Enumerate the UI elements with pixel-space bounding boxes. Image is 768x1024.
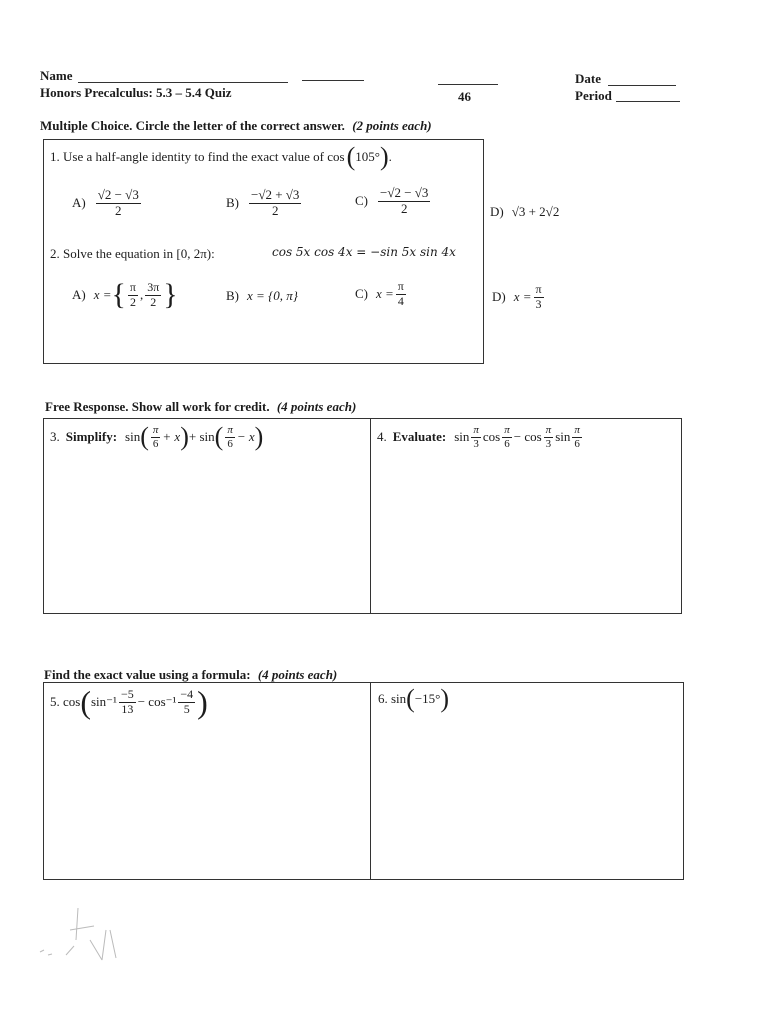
q1-c-letter: C) (355, 193, 368, 209)
q2-option-a[interactable]: A) x = { $\frac{\pi}{2}$ , $\frac{3\pi}{2}$ } (72, 278, 178, 311)
q4-pi3: π (545, 424, 552, 436)
scan-marks (30, 900, 150, 970)
q3-six2: 6 (227, 437, 233, 450)
q5-den2: 5 (183, 701, 190, 716)
q3-minus-x: − x (236, 429, 255, 445)
q5-num2: −4 (180, 686, 194, 701)
q1-option-c[interactable] (355, 186, 432, 217)
q5-arcsin: sin⁻¹ (91, 694, 117, 709)
course-title: Honors Precalculus: 5.3 – 5.4 Quiz (40, 85, 232, 100)
q2-c-letter: C) (355, 286, 368, 302)
score-line (438, 84, 498, 85)
q2-c-num: π (397, 279, 404, 293)
q2-equation: cos 5x cos 4x = −sin 5x sin 4x (272, 245, 456, 259)
q1-b-denominator: 2 (271, 202, 279, 218)
q4-three2: 3 (545, 437, 552, 450)
fv-heading: Find the exact value using a formula: (44, 667, 251, 682)
score: 46 (458, 89, 471, 104)
mc-points: (2 points each) (352, 118, 432, 133)
q3-pi2: π (227, 424, 233, 436)
q2-option-b[interactable] (226, 288, 298, 304)
q2-c-prefix: x = (376, 286, 394, 302)
mc-heading: Multiple Choice. Circle the letter of the correct answer. (40, 118, 345, 133)
q3-label: Simplify: (65, 429, 118, 445)
mc-heading-row (40, 118, 432, 134)
q1-option-a[interactable] (72, 188, 143, 219)
q1-c-numerator: −√2 − √3 (380, 185, 429, 200)
q2-a-num1: π (129, 279, 136, 294)
q4-pi2: π (504, 424, 510, 436)
q5-num1: −5 (120, 686, 134, 701)
q3-pi1: π (152, 424, 159, 436)
fr-heading: Free Response. Show all work for credit. (45, 399, 270, 414)
q2-d-letter: D) (492, 289, 506, 305)
q1-b-letter: B) (226, 195, 239, 211)
q2-a-den1: 2 (129, 294, 136, 309)
fr-points: (4 points each) (276, 399, 357, 414)
q3-plus-sin: + sin (188, 429, 215, 445)
q2-a-letter: A) (72, 287, 86, 302)
q4-sin1: sin (454, 429, 470, 445)
q1-d-value: √3 + 2√2 (511, 204, 560, 219)
q3-plus-x: + x (162, 429, 181, 445)
q1-option-d[interactable] (490, 204, 559, 220)
q5-prefix: 5. cos (50, 694, 81, 709)
q3-number: 3. (50, 429, 60, 445)
q1-b-numerator: −√2 + √3 (251, 187, 300, 202)
q2-c-den: 4 (397, 293, 404, 308)
q1-d-letter: D) (490, 204, 504, 219)
q4-prompt[interactable] (377, 424, 584, 450)
q1-prompt-row: 1. Use a half-angle identity to find the exact value of cos ( 105° ) . (50, 142, 392, 171)
q1-prompt: 1. Use a half-angle identity to find the exact value of cos (50, 149, 345, 164)
q2-d-num: π (535, 282, 542, 296)
q2-a-num2: 3π (147, 279, 160, 294)
q4-cos1: cos (482, 429, 501, 445)
q4-number: 4. (377, 429, 387, 445)
q3-prompt[interactable]: 3. Simplify: sin ( $\frac{\pi}{6}$ + x ) + sin ( $\frac{\pi}{6}$ − x ) (50, 422, 264, 452)
q2-a-den2: 2 (150, 294, 157, 309)
q2-option-c[interactable] (355, 280, 408, 309)
fv-heading-row (44, 667, 337, 683)
q1-option-b[interactable] (226, 188, 303, 219)
q2-a-prefix: x = (93, 287, 112, 302)
q1-c-denominator: 2 (400, 200, 408, 216)
q5-arccos: − cos⁻¹ (137, 694, 177, 709)
name-line-extension (302, 80, 364, 81)
q1-a-letter: A) (72, 195, 86, 211)
fv-points: (4 points each) (257, 667, 338, 682)
q4-pi4: π (574, 424, 580, 436)
date-line[interactable] (608, 85, 676, 86)
q4-six1: 6 (504, 437, 510, 450)
q2-d-den: 3 (535, 296, 542, 311)
q6-angle: −15° (414, 691, 441, 706)
q1-a-numerator: √2 − √3 (97, 187, 139, 202)
date-label: Date (575, 71, 601, 86)
fr-heading-row (45, 399, 356, 415)
q2-b-value: x = {0, π} (247, 288, 298, 303)
name-line[interactable] (78, 82, 288, 83)
q4-pi1: π (473, 424, 479, 436)
name-label: Name (40, 68, 73, 83)
q2-prompt: 2. Solve the equation in [0, 2π): (50, 246, 215, 261)
q4-six2: 6 (574, 437, 580, 450)
q2-d-prefix: x = (513, 289, 532, 305)
q3-six1: 6 (152, 437, 159, 450)
q4-three1: 3 (473, 437, 479, 450)
q1-angle: 105° (355, 149, 380, 164)
q3-sin1: sin (125, 429, 141, 445)
q2-b-letter: B) (226, 288, 239, 303)
q5-prompt[interactable]: 5. cos ( sin⁻¹ $\frac{-5}{13}$ − cos⁻¹ $\frac{-4}{5}$ ) (50, 684, 208, 720)
q2-option-d[interactable] (492, 283, 546, 312)
q6-prefix: 6. sin (378, 691, 407, 706)
q4-minus-cos: − cos (513, 429, 542, 445)
q6-prompt[interactable]: 6. sin ( −15° ) (378, 684, 450, 713)
fv-divider (370, 682, 371, 880)
q4-sin2: sin (555, 429, 571, 445)
fr-divider (370, 418, 371, 614)
q5-den1: 13 (121, 701, 134, 716)
q4-label: Evaluate: (392, 429, 447, 445)
q1-a-denominator: 2 (115, 202, 122, 218)
period-line[interactable] (616, 101, 680, 102)
period-label: Period (575, 88, 612, 103)
